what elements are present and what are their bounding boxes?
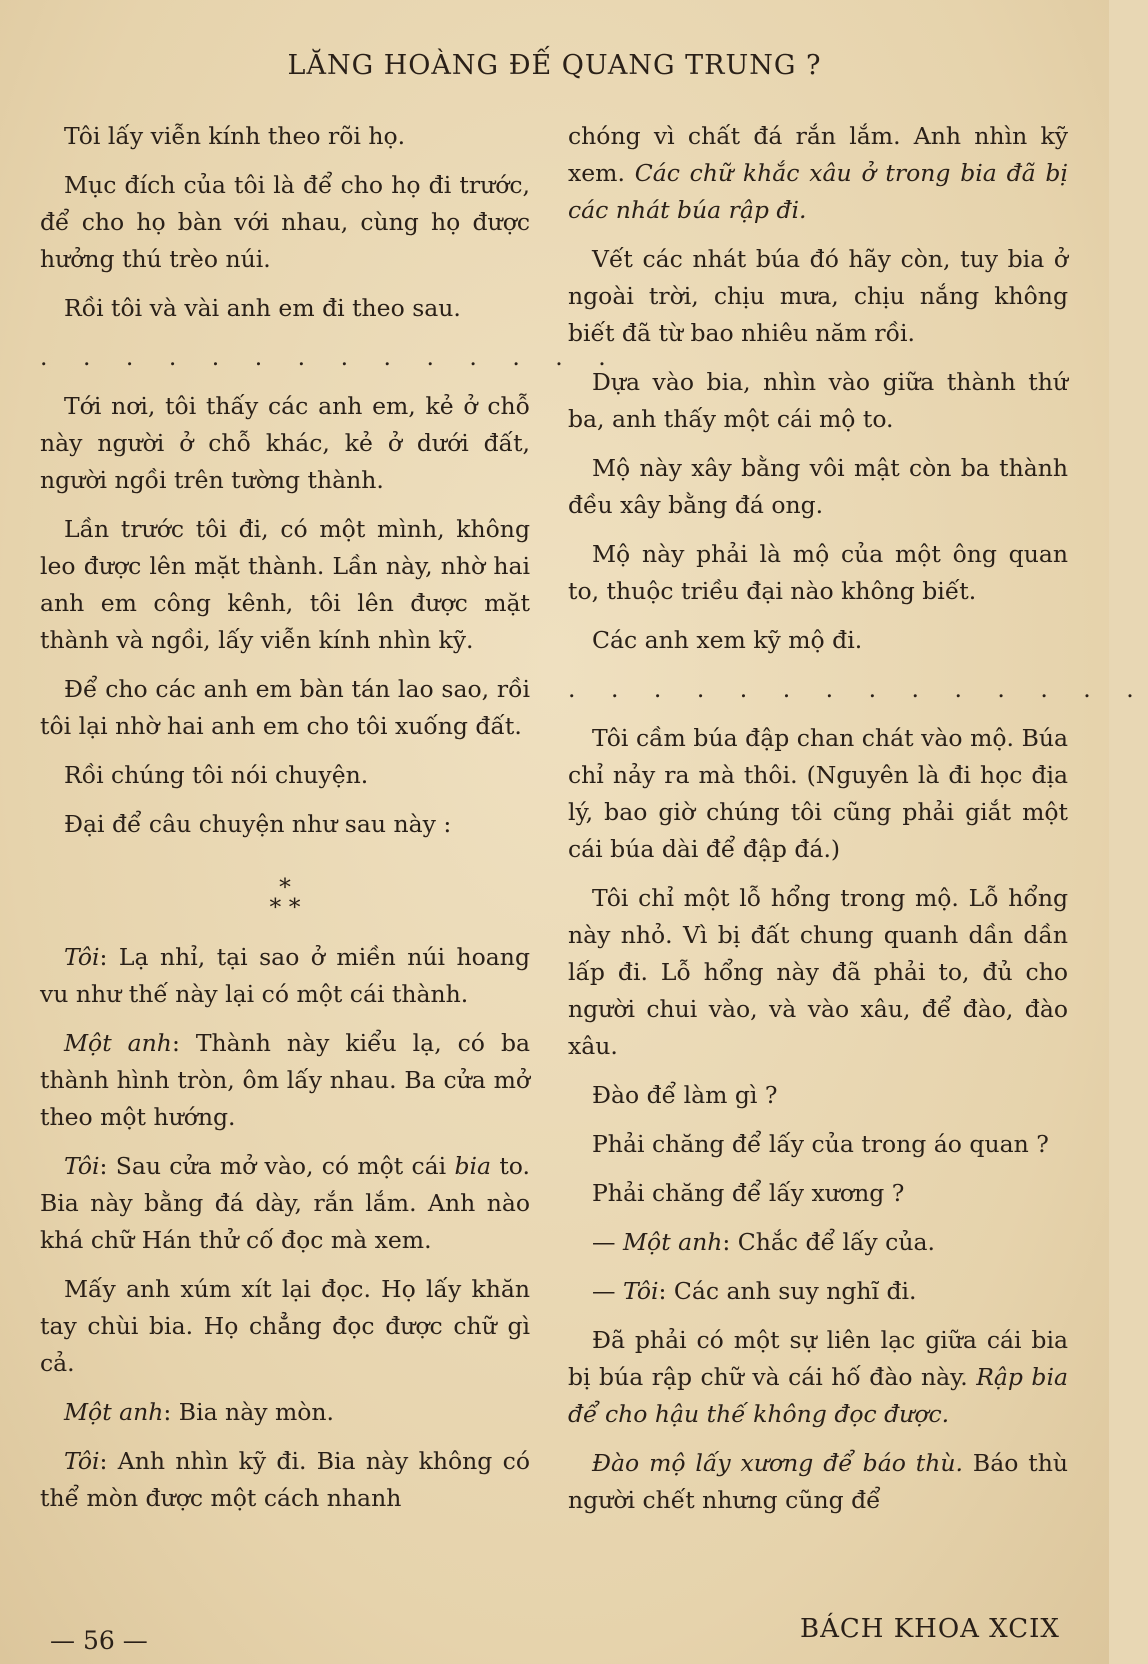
paragraph: Đại để câu chuyện như sau này :	[64, 810, 452, 838]
speaker-name: Một anh	[622, 1228, 723, 1256]
paragraph: Lần trước tôi đi, có một mình, không leo được lên mặt thành. Lần này, nhờ hai anh em công kênh, tôi lên được mặt thành và ngồi, lấy viễn kính nhìn kỹ.	[40, 515, 530, 654]
paragraph: Phải chăng để lấy xương ?	[592, 1179, 905, 1207]
journal-name: BÁCH KHOA XCIX	[800, 1614, 1060, 1644]
right-column	[568, 118, 1148, 1531]
paragraph: Tôi lấy viễn kính theo rõi họ.	[64, 122, 406, 150]
paragraph: Để cho các anh em bàn tán lao sao, rồi tôi lại nhờ hai anh em cho tôi xuống đất.	[40, 675, 530, 740]
dialogue-text: : Anh nhìn kỹ đi. Bia này không có thể mòn được một cách nhanh	[40, 1447, 530, 1512]
speaker-name: Tôi	[64, 1152, 100, 1180]
paragraph-text: chóng vì chất đá rắn lắm. Anh nhìn kỹ xem.	[568, 122, 1068, 187]
speaker-name: Tôi	[64, 1447, 100, 1475]
section-break-asterism	[40, 873, 530, 921]
dash: —	[592, 1277, 623, 1305]
dialogue-line	[568, 1224, 1068, 1261]
paragraph: Tôi chỉ một lỗ hổng trong mộ. Lỗ hổng này nhỏ. Vì bị đất chung quanh dần dần lấp đi. Lỗ hổng này đã phải to, đủ cho người chui vào, và vào xâu, để đào, đào xâu.	[568, 884, 1068, 1060]
dialogue-text: : Các anh suy nghĩ đi.	[658, 1277, 917, 1305]
paragraph: Tôi cầm búa đập chan chát vào mộ. Búa chỉ nảy ra mà thôi. (Nguyên là đi học địa lý, bao giờ chúng tôi cũng phải giắt một cái búa dài để đập đá.)	[568, 724, 1068, 863]
italic-word: bia	[454, 1152, 492, 1180]
left-column	[40, 118, 620, 1529]
dialogue-text: : Bia này mòn.	[163, 1398, 334, 1426]
dialogue-text: to. Bia này bằng đá dày, rắn lắm. Anh nào khá chữ Hán thử cố đọc mà xem.	[40, 1152, 530, 1254]
italic-text: Rập bia để cho hậu thế không đọc được.	[568, 1363, 1068, 1428]
dialogue-line	[568, 1273, 1068, 1310]
dialogue-text: : Thành này kiểu lạ, có ba thành hình tròn, ôm lấy nhau. Ba cửa mở theo một hướng.	[40, 1029, 531, 1131]
asterism-bottom: * *	[269, 893, 301, 921]
dialogue-text: : Chắc để lấy của.	[722, 1228, 935, 1256]
speaker-name: Tôi	[64, 943, 100, 971]
speaker-name: Một anh	[64, 1398, 164, 1426]
speaker-name: Một anh	[64, 1029, 172, 1057]
page-number: — 56 —	[50, 1626, 148, 1655]
paragraph: Các anh xem kỹ mộ đi.	[592, 626, 863, 654]
dialogue-line	[40, 1025, 530, 1136]
paragraph: Vết các nhát búa đó hãy còn, tuy bia ở ngoài trời, chịu mưa, chịu nắng không biết đã từ bao nhiêu năm rồi.	[568, 245, 1068, 347]
dialogue-line	[40, 1394, 530, 1431]
paragraph	[568, 1445, 1068, 1519]
paragraph: Đào để làm gì ?	[592, 1081, 778, 1109]
paragraph: Mấy anh xúm xít lại đọc. Họ lấy khăn tay chùi bia. Họ chẳng đọc được chữ gì cả.	[40, 1275, 530, 1377]
paragraph: Mộ này phải là mộ của một ông quan to, thuộc triều đại nào không biết.	[568, 540, 1068, 605]
paragraph: Rồi chúng tôi nói chuyện.	[64, 761, 369, 789]
dash: —	[592, 1228, 623, 1256]
ellipsis-separator: . . . . . . . . . . . . . .	[568, 675, 1148, 703]
dialogue-line	[40, 939, 530, 1013]
speaker-name: Tôi	[622, 1277, 659, 1305]
paragraph: Rồi tôi và vài anh em đi theo sau.	[64, 294, 461, 322]
paragraph	[568, 1322, 1068, 1433]
dialogue-text: : Sau cửa mở vào, có một cái	[99, 1152, 455, 1180]
paragraph: Tới nơi, tôi thấy các anh em, kẻ ở chỗ này người ở chỗ khác, kẻ ở dưới đất, người ngồi trên tường thành.	[40, 392, 530, 494]
dialogue-line	[40, 1148, 530, 1259]
italic-text: Các chữ khắc xâu ở trong bia đã bị các nhát búa rập đi.	[568, 159, 1068, 224]
paragraph: Phải chăng để lấy của trong áo quan ?	[592, 1130, 1049, 1158]
ellipsis-separator: . . . . . . . . . . . . . .	[40, 343, 620, 371]
paragraph: Mộ này xây bằng vôi mật còn ba thành đều xây bằng đá ong.	[568, 454, 1068, 519]
running-header: LĂNG HOÀNG ĐẾ QUANG TRUNG ?	[287, 50, 822, 81]
paragraph: Mục đích của tôi là để cho họ đi trước, để cho họ bàn với nhau, cùng họ được hưởng thú trèo núi.	[40, 171, 530, 273]
dialogue-line	[40, 1443, 530, 1517]
paragraph-text: Đã phải có một sự liên lạc giữa cái bia bị búa rập chữ và cái hố đào này.	[568, 1326, 1068, 1391]
italic-text: Đào mộ lấy xương để báo thù.	[592, 1449, 963, 1477]
paragraph-text: Báo thù người chết nhưng cũng để	[568, 1449, 1068, 1514]
dialogue-text: : Lạ nhỉ, tại sao ở miền núi hoang vu như thế này lại có một cái thành.	[40, 943, 530, 1008]
paragraph: Dựa vào bia, nhìn vào giữa thành thứ ba, anh thấy một cái mộ to.	[568, 368, 1068, 433]
asterism-top: *	[279, 873, 291, 901]
paragraph	[568, 118, 1068, 229]
